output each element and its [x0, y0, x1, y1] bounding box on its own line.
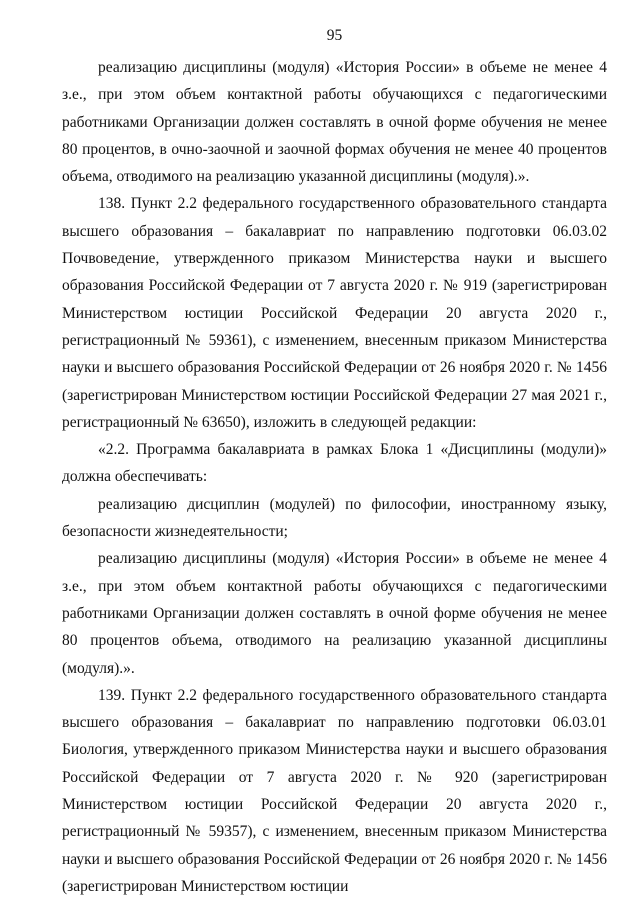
paragraph-disciplines: реализацию дисциплин (модулей) по философии, иностранному языку, безопасности жизнедеятельности;: [62, 495, 607, 541]
paragraph-item-139: 139. Пункт 2.2 федерального государственного образовательного стандарта высшего образования – бакалавриат по направлению подготовки 06.03.01 Биология, утвержденного приказом Министерства науки и высшего образования Российской Федерации от 7 августа 2020 г. № 920 (зарегистрирован Министерством юстиции Российской Федерации 20 августа 2020 г., регистрационный № 59357), с изменением, внесенным приказом Министерства науки и высшего образования Российской Федерации от 26 ноября 2020 г. № 1456 (зарегистрирован Министерством юстиции: [62, 686, 607, 895]
page-number: 95: [326, 27, 343, 44]
document-page: [62, 26, 607, 900]
paragraph-item-138: 138. Пункт 2.2 федерального государственного образовательного стандарта высшего образования – бакалавриат по направлению подготовки 06.03.02 Почвоведение, утвержденного приказом Министерства науки и высшего образования Российской Федерации от 7 августа 2020 г. № 919 (зарегистрирован Министерством юстиции Российской Федерации 20 августа 2020 г., регистрационный № 59361), с изменением, внесенным приказом Министерства науки и высшего образования Российской Федерации от 26 ноября 2020 г. № 1456 (зарегистрирован Министерством юстиции Российской Федерации 27 мая 2021 г., регистрационный № 63650), изложить в следующей редакции:: [62, 195, 607, 431]
paragraph-history-of-russia: реализацию дисциплины (модуля) «История России» в объеме не менее 4 з.е., при этом объем контактной работы обучающихся с педагогическими работниками Организации должен составлять в очной форме обучения не менее 80 процентов объема, отводимого на реализацию указанной дисциплины (модуля).».: [62, 550, 607, 677]
paragraph-history-continuation: реализацию дисциплины (модуля) «История России» в объеме не менее 4 з.е., при этом объем контактной работы обучающихся с педагогическими работниками Организации должен составлять в очной форме обучения не менее 80 процентов, в очно-заочной и заочной формах обучения не менее 40 процентов объема, отводимого на реализацию указанной дисциплины (модуля).».: [62, 59, 607, 186]
paragraph-program-requirements: «2.2. Программа бакалавриата в рамках Блока 1 «Дисциплины (модули)» должна обеспечивать:: [62, 441, 607, 486]
